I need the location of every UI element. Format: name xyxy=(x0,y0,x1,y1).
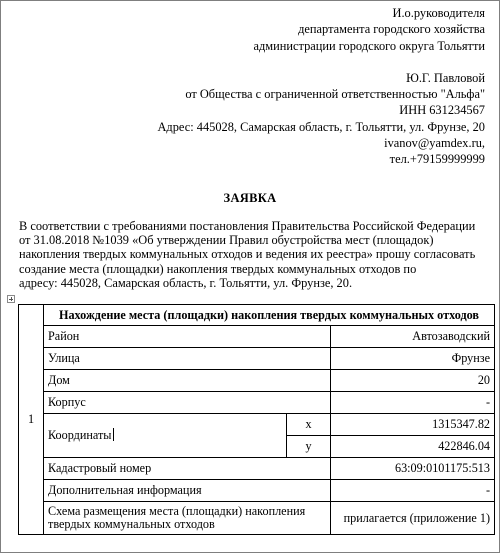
paragraph-line: адресу: 445028, Самарская область, г. Тольятти, ул. Фрунзе, 20. xyxy=(19,275,353,290)
request-paragraph xyxy=(19,219,491,290)
house-label-cell[interactable]: Дом xyxy=(44,370,331,392)
y-label-cell[interactable]: y xyxy=(287,436,331,458)
x-value-cell[interactable]: 1315347.82 xyxy=(331,414,495,436)
district-label-cell[interactable]: Район xyxy=(44,326,331,348)
addressee-line: администрации городского округа Тольятти xyxy=(253,38,485,53)
table-header-cell[interactable]: Нахождение места (площадки) накопления твердых коммунальных отходов xyxy=(44,305,495,326)
house-value-cell[interactable]: 20 xyxy=(331,370,495,392)
building-label-cell[interactable]: Корпус xyxy=(44,392,331,414)
table-row xyxy=(19,370,495,392)
table-row xyxy=(19,392,495,414)
table-row xyxy=(19,458,495,480)
addressee-block xyxy=(105,5,485,168)
cadastral-value-cell[interactable]: 63:09:0101175:513 xyxy=(331,458,495,480)
table-row xyxy=(19,414,495,436)
sender-line: Адрес: 445028, Самарская область, г. Тольятти, ул. Фрунзе, 20 xyxy=(157,119,485,134)
table-row xyxy=(19,480,495,502)
paragraph-line: накопления твердых коммунальных отходов и ведения их реестра» прошу согласовать xyxy=(19,247,476,262)
paragraph-line: создание места (площадки) накопления твердых коммунальных отходов по xyxy=(19,261,417,276)
building-value-cell[interactable]: - xyxy=(331,392,495,414)
scheme-value-cell[interactable]: прилагается (приложение 1) xyxy=(331,502,495,535)
cadastral-label-cell[interactable]: Кадастровый номер xyxy=(44,458,331,480)
scheme-label-cell[interactable]: Схема размещения места (площадки) накопления твердых коммунальных отходов xyxy=(44,502,331,535)
row-number-cell[interactable]: 1 xyxy=(19,305,44,535)
table-row xyxy=(19,326,495,348)
addressee-line: департамента городского хозяйства xyxy=(298,22,485,37)
text-cursor xyxy=(113,428,114,441)
table-row xyxy=(19,502,495,535)
sender-line: от Общества с ограниченной ответственностью "Альфа" xyxy=(185,87,485,102)
location-table xyxy=(18,304,495,535)
coords-label: Координаты xyxy=(48,428,112,442)
coords-label-cell[interactable] xyxy=(44,414,287,458)
extra-info-label-cell[interactable]: Дополнительная информация xyxy=(44,480,331,502)
sender-line: ИНН 631234567 xyxy=(399,103,485,118)
x-label-cell[interactable]: x xyxy=(287,414,331,436)
street-label-cell[interactable]: Улица xyxy=(44,348,331,370)
y-value-cell[interactable]: 422846.04 xyxy=(331,436,495,458)
district-value-cell[interactable]: Автозаводский xyxy=(331,326,495,348)
extra-info-value-cell[interactable]: - xyxy=(331,480,495,502)
table-row xyxy=(19,348,495,370)
street-value-cell[interactable]: Фрунзе xyxy=(331,348,495,370)
addressee-line: И.о.руководителя xyxy=(392,6,485,20)
sender-line: Ю.Г. Павловой xyxy=(406,70,485,85)
paragraph-line: В соответствии с требованиями постановления Правительства Российской Федерации xyxy=(19,219,476,233)
table-row xyxy=(19,305,495,326)
table-move-handle-icon[interactable] xyxy=(7,295,15,303)
document-title: ЗАЯВКА xyxy=(223,191,277,205)
sender-email: ivanov@yamdex.ru, xyxy=(384,136,485,151)
sender-phone: тел.+79159999999 xyxy=(389,152,485,167)
paragraph-line: от 31.08.2018 №1039 «Об утверждении Правил обустройства мест (площадок) xyxy=(19,233,434,248)
